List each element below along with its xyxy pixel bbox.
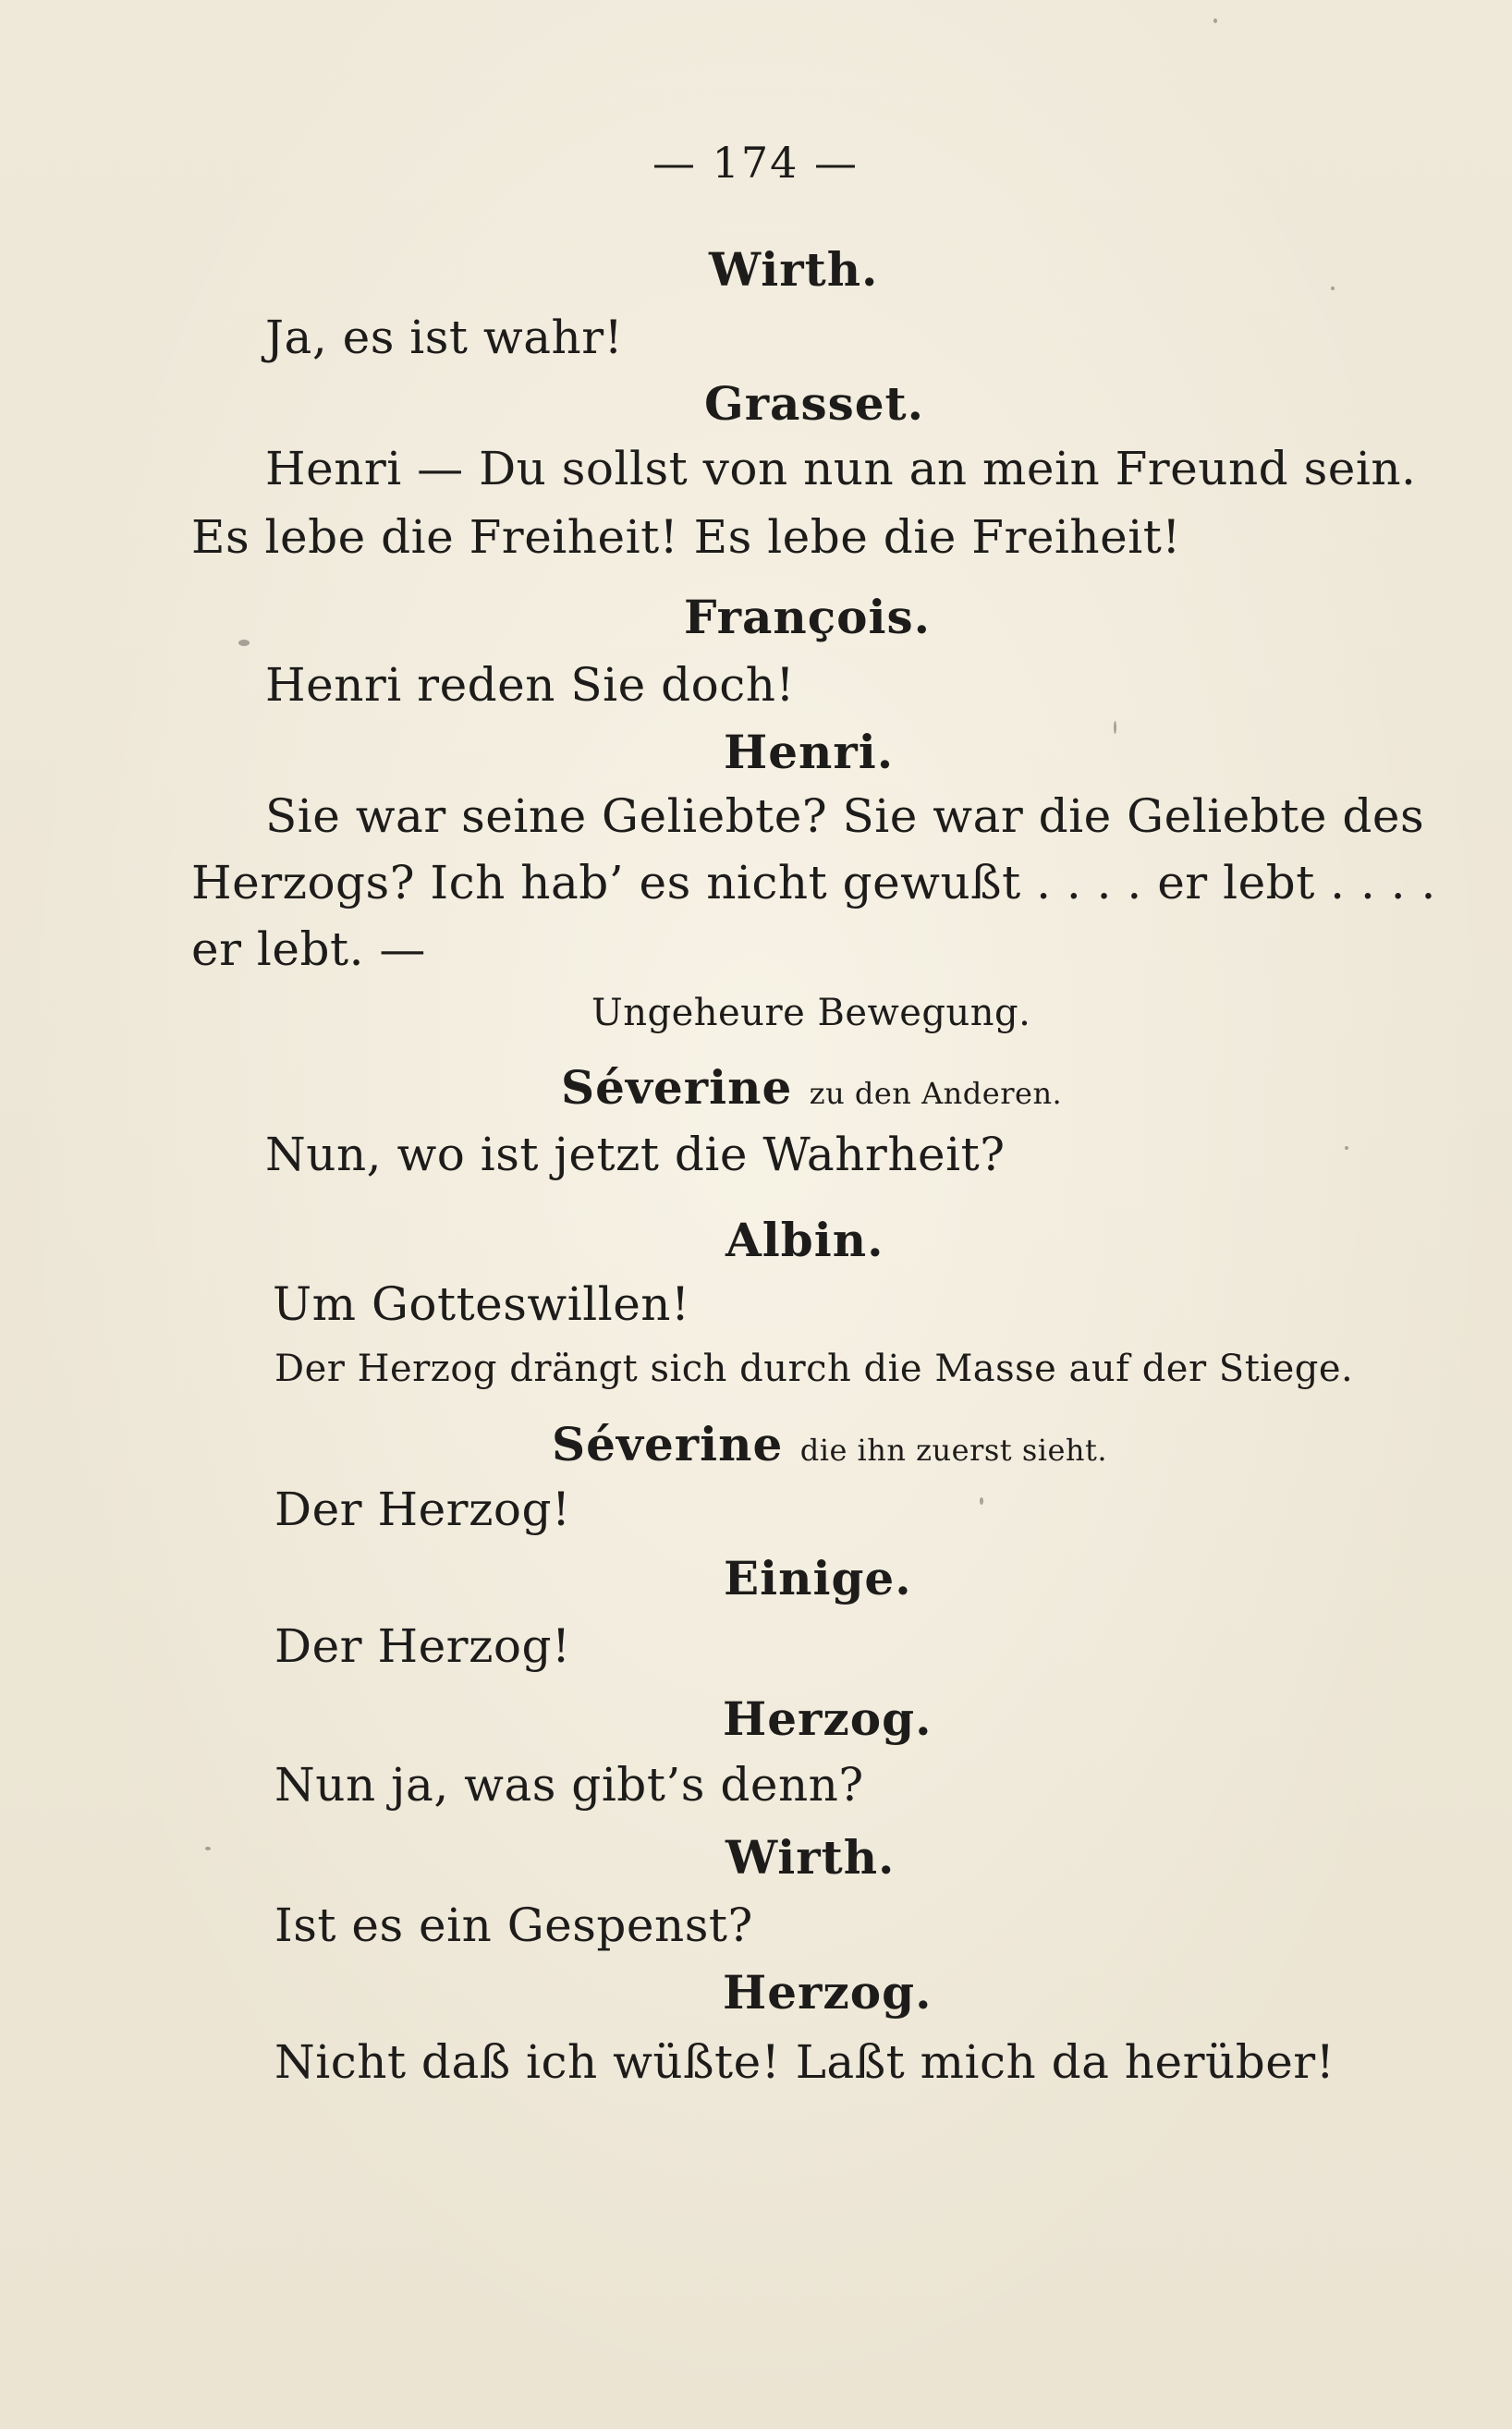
dialog-line: Der Herzog! (274, 1483, 571, 1536)
speaker-aside: die ihn zuerst sieht. (799, 1433, 1108, 1468)
dialog-line: Nicht daß ich wüßte! Laßt mich da herüber! (274, 2035, 1335, 2089)
dialog-line: er lebt. — (191, 922, 426, 976)
dialog-line: Henri reden Sie doch! (265, 658, 795, 712)
paper-speck (238, 640, 250, 646)
dialog-line: Sie war seine Geliebte? Sie war die Geliebte des (265, 789, 1425, 843)
speaker-name: Albin. (726, 1213, 884, 1267)
dialog-line: Henri — Du sollst von nun an mein Freund sein. (265, 442, 1417, 495)
speaker-name (561, 1060, 1063, 1115)
speaker-name: François. (684, 590, 932, 644)
speaker-label: Séverine (561, 1060, 793, 1115)
speaker-name: Wirth. (709, 242, 879, 297)
dialog-line: Herzogs? Ich hab’ es nicht gewußt . . . . er lebt . . . . (191, 856, 1436, 909)
paper-speck (1331, 287, 1335, 290)
paper-speck (1114, 721, 1116, 734)
speaker-name (552, 1417, 1108, 1471)
speaker-name: Herzog. (723, 1965, 933, 2020)
dialog-line: Ja, es ist wahr! (265, 311, 624, 364)
stage-direction: Der Herzog drängt sich durch die Masse auf der Stiege. (274, 1348, 1354, 1390)
speaker-name: Henri. (724, 725, 895, 779)
paper-speck (205, 1847, 211, 1850)
speaker-name: Einige. (724, 1551, 912, 1605)
dialog-line: Es lebe die Freiheit! Es lebe die Freiheit! (191, 510, 1181, 564)
dialog-line: Nun, wo ist jetzt die Wahrheit? (265, 1128, 1006, 1181)
stage-direction: Ungeheure Bewegung. (591, 992, 1031, 1034)
dialog-line: Nun ja, was gibt’s denn? (274, 1758, 864, 1812)
speaker-name: Herzog. (723, 1691, 933, 1746)
page-number: — 174 — (652, 138, 860, 188)
paper-speck (1345, 1146, 1348, 1150)
dialog-line: Der Herzog! (274, 1619, 571, 1673)
paper-speck (980, 1497, 983, 1505)
speaker-name: Grasset. (704, 376, 925, 431)
speaker-label: Séverine (552, 1417, 784, 1471)
speaker-aside: zu den Anderen. (809, 1076, 1063, 1111)
dialog-line: Ist es ein Gespenst? (274, 1898, 753, 1952)
paper-speck (1213, 18, 1217, 23)
dialog-line: Um Gotteswillen! (273, 1277, 690, 1331)
speaker-name: Wirth. (726, 1830, 896, 1885)
